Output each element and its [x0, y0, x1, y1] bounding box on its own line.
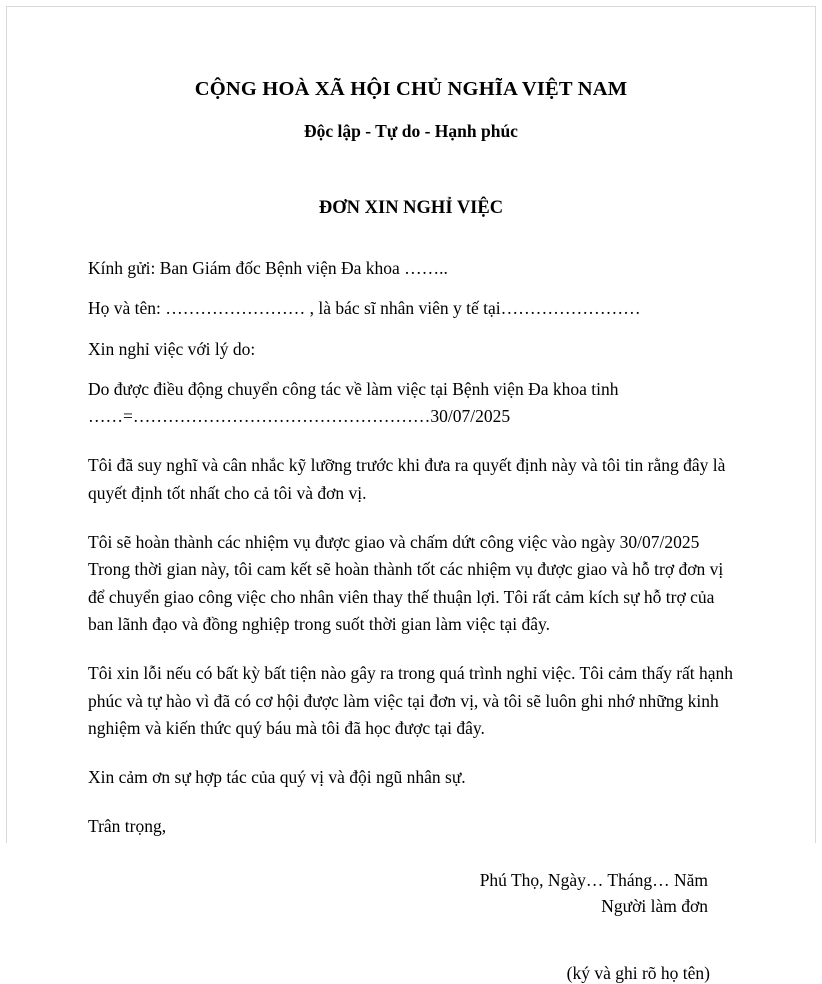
closing-block [88, 813, 734, 840]
national-title: CỘNG HOÀ XÃ HỘI CHỦ NGHĨA VIỆT NAM [194, 78, 628, 100]
signer-label: Người làm đơn [601, 896, 708, 916]
reason-line-2: ……=……………………………………………30/07/2025 [88, 406, 511, 427]
paragraph-commitment: Tôi đã suy nghĩ và cân nhắc kỹ lưỡng trước khi đưa ra quyết định này và tôi tin rằng đây là quyết định tốt nhất cho cả tôi và đơn vị. [88, 455, 726, 503]
paragraph-handover: Tôi sẽ hoàn thành các nhiệm vụ được giao và chấm dứt công việc vào ngày 30/07/2025 Trong thời gian này, tôi cam kết sẽ hoàn thành tốt các nhiệm vụ được giao và hỗ trợ đơn vị để chuyển giao công việc cho nhân viên thay thế thuận lợi. Tôi rất cảm kích sự hỗ trợ của ban lãnh đạo và đồng nghiệp trong suốt thời gian làm việc tại đây. [88, 532, 724, 634]
paragraph-apology: Tôi xin lỗi nếu có bất kỳ bất tiện nào gây ra trong quá trình nghỉ việc. Tôi cảm thấy rất hạnh phúc và tự hào vì đã có cơ hội được làm việc tại đơn vị, và tôi sẽ luôn ghi nhớ những kinh nghiệm và kiến thức quý báu mà tôi đã học được tại đây. [88, 663, 734, 738]
document-body [88, 255, 734, 791]
reason-heading: Xin nghỉ việc với lý do: [88, 338, 256, 359]
document-title: ĐƠN XIN NGHỈ VIỆC [318, 198, 504, 218]
place-date-line: Phú Thọ, Ngày… Tháng… Năm [479, 869, 708, 890]
name-line: Họ và tên: …………………… , là bác sĩ nhân viên y tế tại…………………… [88, 298, 641, 319]
recipient-line: Kính gửi: Ban Giám đốc Bệnh viện Đa khoa …….. [88, 258, 448, 278]
signature-note: (ký và ghi rõ họ tên) [566, 963, 710, 984]
paragraph-thanks: Xin cảm ơn sự hợp tác của quý vị và đội ngũ nhân sự. [88, 767, 466, 788]
national-motto: Độc lập - Tự do - Hạnh phúc [304, 121, 518, 141]
reason-line-1: Do được điều động chuyển công tác về làm việc tại Bệnh viện Đa khoa tinh [88, 378, 619, 399]
closing-line: Trân trọng, [88, 816, 167, 837]
signature-block [88, 867, 734, 920]
